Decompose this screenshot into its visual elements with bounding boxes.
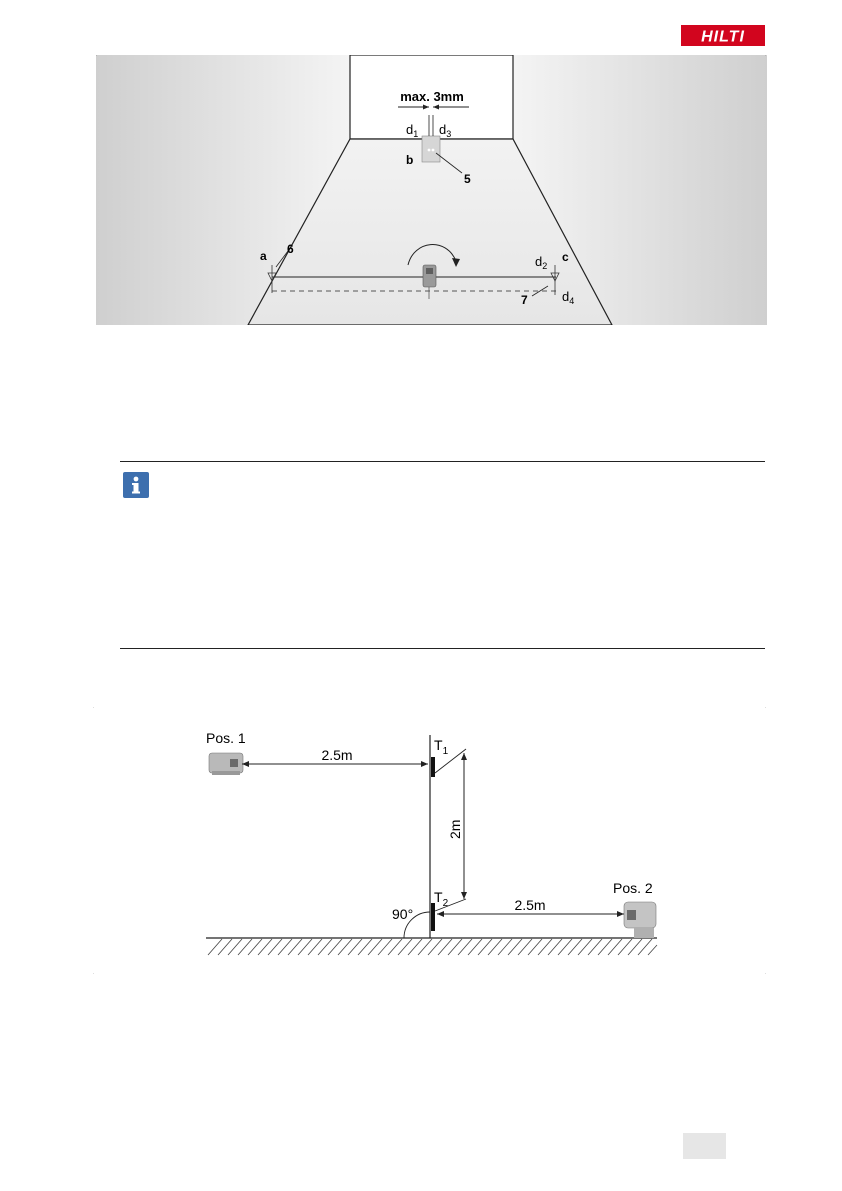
crop-mark: · [765,705,767,710]
label-d2: $d_2$ [535,254,548,271]
info-icon [123,472,149,498]
hilti-logo [681,25,765,46]
label-7: 7 [521,293,528,307]
device-pos2 [624,902,656,938]
crop-mark: · [93,971,95,976]
laser-window [426,268,433,274]
label-height: 2m [447,819,463,839]
ground-hatch [208,939,657,955]
info-note-box [120,461,765,649]
target-dot [428,149,431,152]
target-t1 [431,757,435,777]
target-t2 [431,903,435,931]
crop-mark: · [93,705,95,710]
label-a: a [260,249,267,263]
label-5: 5 [464,172,471,186]
arrow-head [461,753,467,760]
target-plate [422,136,440,162]
figure-height-check [94,705,769,977]
label-d4: $d_4$ [562,289,575,306]
label-6: 6 [287,242,294,256]
label-angle: 90° [392,906,414,922]
label-b: b [406,153,414,167]
max-3mm-label: max. 3mm [400,89,464,104]
arrow-head [461,892,467,899]
label-pos1: Pos. 1 [206,730,246,746]
logo-text: HILTI [701,28,745,46]
figure-room-check [96,55,767,325]
label-d3: $d_3$ [439,122,452,139]
page-number-tab [683,1133,726,1159]
label-t2: $T_2$ [434,889,449,909]
target-dot [432,149,435,152]
label-c: c [562,250,569,264]
label-t1: $T_1$ [434,737,449,757]
arrow-head [437,911,444,917]
label-pos2: Pos. 2 [613,880,653,896]
crop-mark: · [765,53,767,58]
arrow-head [617,911,624,917]
label-distance-bottom: 2.5m [514,897,546,913]
crop-mark: · [96,53,98,58]
label-distance-top: 2.5m [321,747,353,763]
device-pos1 [209,753,243,775]
arrow-head [421,761,428,767]
crop-mark: · [765,971,767,976]
label-d1: $d_1$ [406,122,419,139]
